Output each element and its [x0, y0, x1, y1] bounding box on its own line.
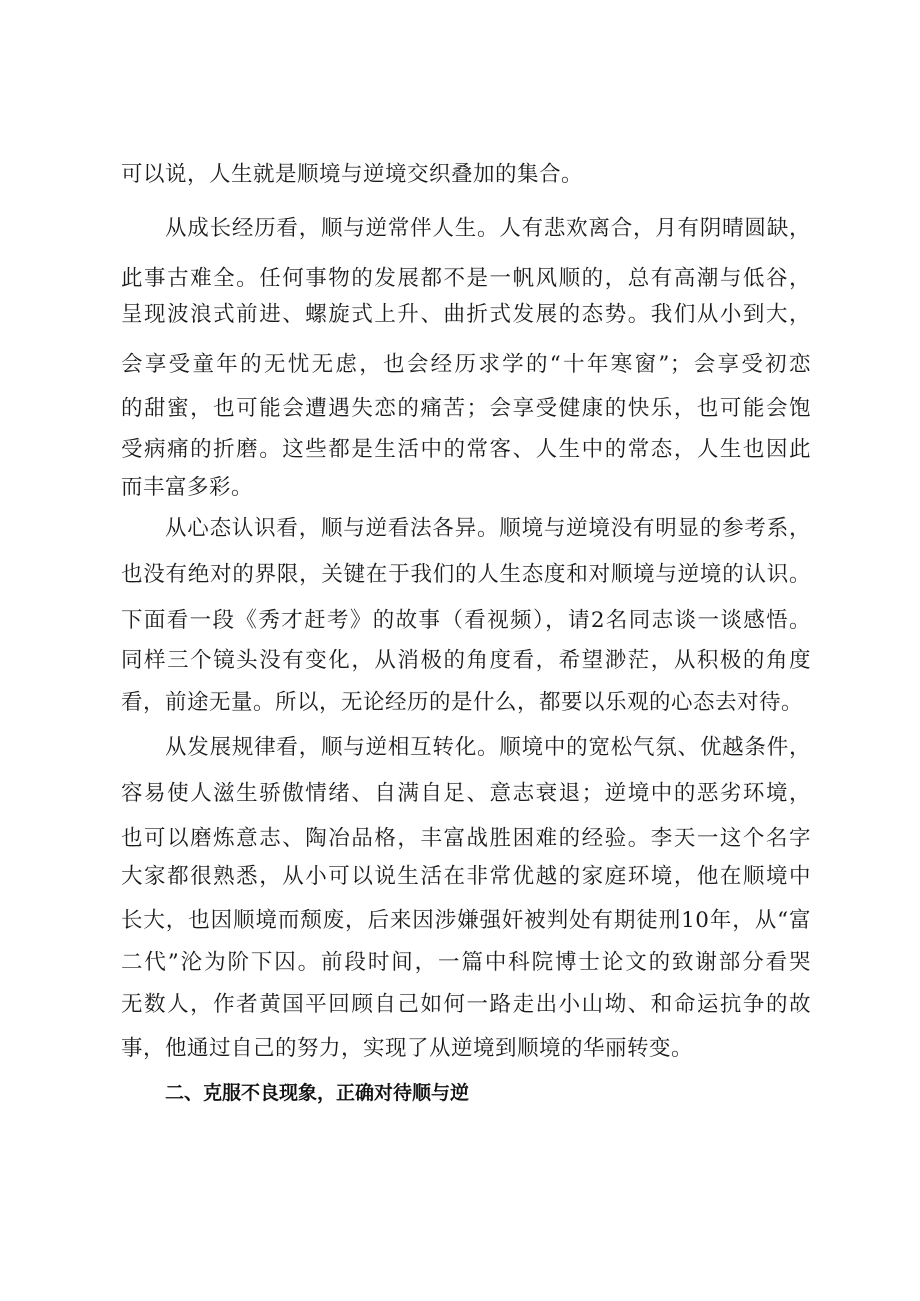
section-heading: 二、克服不良现象，正确对待顺与逆	[165, 1082, 470, 1104]
paragraph-line: 会享受童年的无忧无虑，也会经历求学的“十年寒窗”；会享受初恋	[121, 352, 811, 377]
paragraph-line: 从成长经历看，顺与逆常伴人生。人有悲欢离合，月有阴晴圆缺，	[165, 216, 811, 241]
paragraph-line: 也可以磨炼意志、陶冶品格，丰富战胜困难的经验。李天一这个名字	[121, 826, 811, 851]
paragraph-line: 看，前途无量。所以，无论经历的是什么，都要以乐观的心态去对待。	[121, 690, 804, 715]
paragraph-line: 长大，也因顺境而颓废，后来因涉嫌强奸被判处有期徒刑10年，从“富	[121, 908, 811, 933]
paragraph-line: 容易使人滋生骄傲情绪、自满自足、意志衰退；逆境中的恶劣环境，	[121, 781, 811, 806]
paragraph-line: 可以说，人生就是顺境与逆境交织叠加的集合。	[121, 162, 584, 187]
paragraph-line: 从发展规律看，顺与逆相互转化。顺境中的宽松气氛、优越条件，	[165, 735, 811, 760]
paragraph-line: 无数人，作者黄国平回顾自己如何一路走出小山坳、和命运抗争的故	[121, 992, 811, 1017]
paragraph-line: 二代”沦为阶下囚。前段时间，一篇中科院博士论文的致谢部分看哭	[121, 950, 811, 975]
paragraph-line: 受病痛的折磨。这些都是生活中的常客、人生中的常态，人生也因此	[121, 437, 811, 462]
paragraph-line: 下面看一段《秀才赶考》的故事（看视频），请2名同志谈一谈感悟。	[121, 608, 811, 633]
paragraph-line: 的甜蜜，也可能会遭遇失恋的痛苦；会享受健康的快乐，也可能会饱	[121, 396, 811, 421]
paragraph-line: 呈现波浪式前进、螺旋式上升、曲折式发展的态势。我们从小到大，	[121, 302, 811, 327]
paragraph-line: 事，他通过自己的努力，实现了从逆境到顺境的华丽转变。	[121, 1036, 694, 1061]
paragraph-line: 也没有绝对的界限，关键在于我们的人生态度和对顺境与逆境的认识。	[121, 562, 811, 587]
paragraph-line: 而丰富多彩。	[121, 475, 254, 500]
paragraph-line: 此事古难全。任何事物的发展都不是一帆风顺的，总有高潮与低谷，	[121, 266, 811, 291]
paragraph-line: 大家都很熟悉，从小可以说生活在非常优越的家庭环境，他在顺境中	[121, 864, 811, 889]
paragraph-line: 从心态认识看，顺与逆看法各异。顺境与逆境没有明显的参考系，	[165, 516, 811, 541]
paragraph-line: 同样三个镜头没有变化，从消极的角度看，希望渺茫，从积极的角度	[121, 648, 811, 673]
